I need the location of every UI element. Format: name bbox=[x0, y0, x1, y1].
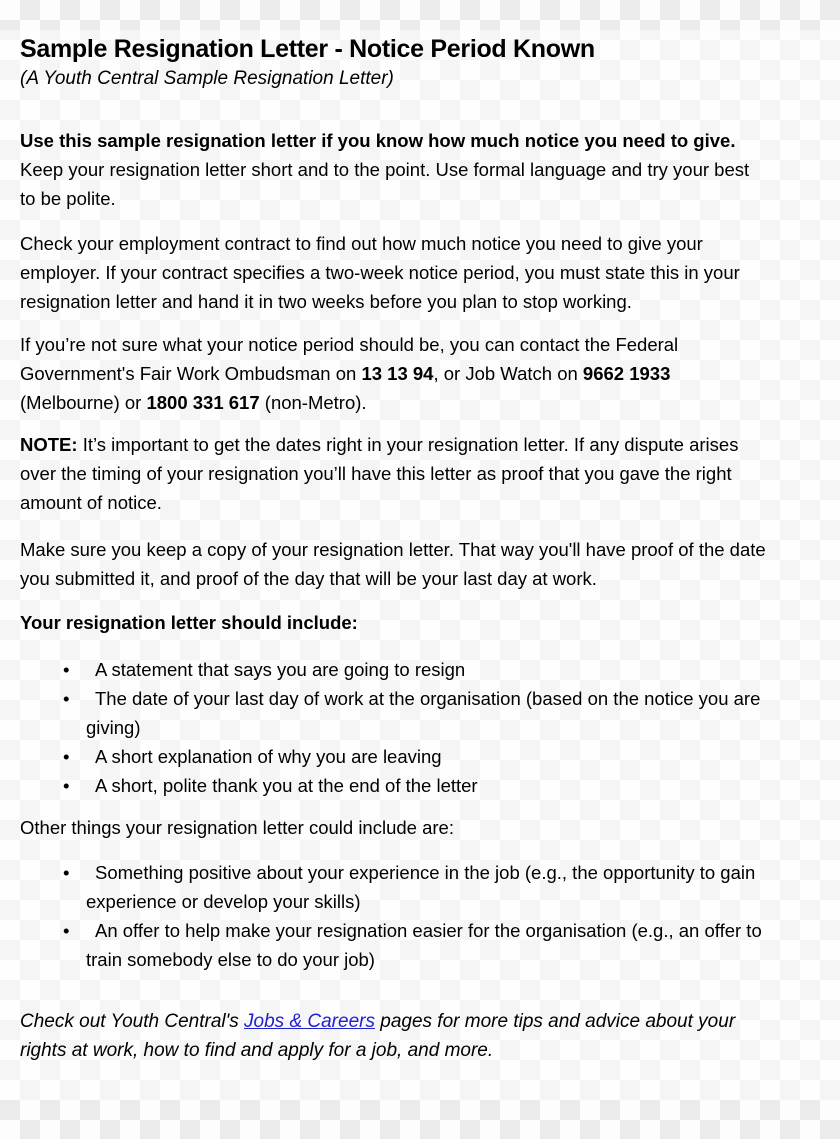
paragraph-keep-short bbox=[20, 155, 840, 213]
text-segment: , or Job Watch on bbox=[433, 363, 583, 384]
text-line: A short, polite thank you at the end of the letter bbox=[95, 775, 478, 796]
text-line: Make sure you keep a copy of your resignation letter. That way you'll have proof of the date bbox=[20, 539, 766, 560]
text-line: resignation letter and hand it in two weeks before you plan to stop working. bbox=[20, 291, 632, 312]
paragraph-contact-numbers bbox=[20, 330, 840, 417]
text-line: If you’re not sure what your notice period should be, you can contact the Federal bbox=[20, 334, 679, 355]
list-item bbox=[86, 916, 840, 974]
list-item bbox=[86, 742, 840, 771]
text-line: Something positive about your experience in the job (e.g., the opportunity to gain bbox=[95, 862, 756, 883]
list-item bbox=[86, 655, 840, 684]
footer-note bbox=[20, 1007, 840, 1065]
include-heading: Your resignation letter should include: bbox=[20, 612, 358, 633]
intro-statement: Use this sample resignation letter if you know how much notice you need to give. bbox=[20, 130, 736, 151]
text-line: A statement that says you are going to resign bbox=[95, 659, 466, 680]
text-segment: Government's Fair Work Ombudsman on bbox=[20, 363, 362, 384]
note-label: NOTE: bbox=[20, 434, 78, 455]
text-line: A short explanation of why you are leaving bbox=[95, 746, 442, 767]
text-segment: (non-Metro). bbox=[259, 392, 367, 413]
text-line: An offer to help make your resignation easier for the organisation (e.g., an offer to bbox=[95, 920, 762, 941]
other-list bbox=[20, 858, 840, 974]
text-line: Check your employment contract to find out how much notice you need to give your bbox=[20, 233, 703, 254]
text-line bbox=[20, 434, 738, 455]
list-item bbox=[86, 684, 840, 742]
list-item bbox=[86, 771, 840, 800]
other-heading: Other things your resignation letter could include are: bbox=[20, 817, 454, 838]
document-subtitle: (A Youth Central Sample Resignation Letter) bbox=[20, 68, 394, 89]
text-line: employer. If your contract specifies a two-week notice period, you must state this in your bbox=[20, 262, 740, 283]
text-line: you submitted it, and proof of the day that will be your last day at work. bbox=[20, 568, 597, 589]
text-line: experience or develop your skills) bbox=[86, 891, 361, 912]
text-segment: It’s important to get the dates right in your resignation letter. If any dispute arises bbox=[77, 434, 739, 455]
text-line: Keep your resignation letter short and to the point. Use formal language and try your best bbox=[20, 159, 750, 180]
text-segment: Check out Youth Central's bbox=[20, 1011, 245, 1032]
text-line: The date of your last day of work at the organisation (based on the notice you are bbox=[95, 688, 761, 709]
phone-number-non-metro: 1800 331 617 bbox=[146, 392, 260, 413]
include-list bbox=[20, 655, 840, 800]
text-line: rights at work, how to find and apply for a job, and more. bbox=[20, 1040, 494, 1061]
text-line: to be polite. bbox=[20, 188, 116, 209]
phone-number-job-watch: 9662 1933 bbox=[582, 363, 671, 384]
text-line: train somebody else to do your job) bbox=[86, 949, 375, 970]
text-line: over the timing of your resignation you’ll have this letter as proof that you gave the right bbox=[20, 463, 732, 484]
text-line bbox=[20, 1011, 735, 1032]
paragraph-check-contract bbox=[20, 229, 840, 316]
text-line bbox=[20, 363, 670, 384]
text-segment: pages for more tips and advice about your bbox=[374, 1011, 736, 1032]
text-line bbox=[20, 392, 367, 413]
paragraph-note bbox=[20, 430, 840, 517]
phone-number-fair-work: 13 13 94 bbox=[361, 363, 434, 384]
document-title: Sample Resignation Letter - Notice Period Known bbox=[20, 35, 595, 63]
text-segment: (Melbourne) or bbox=[20, 392, 147, 413]
paragraph-keep-copy bbox=[20, 535, 840, 593]
text-line: giving) bbox=[86, 717, 141, 738]
jobs-careers-link[interactable]: Jobs & Careers bbox=[244, 1011, 375, 1032]
list-item bbox=[86, 858, 840, 916]
text-line: amount of notice. bbox=[20, 492, 162, 513]
